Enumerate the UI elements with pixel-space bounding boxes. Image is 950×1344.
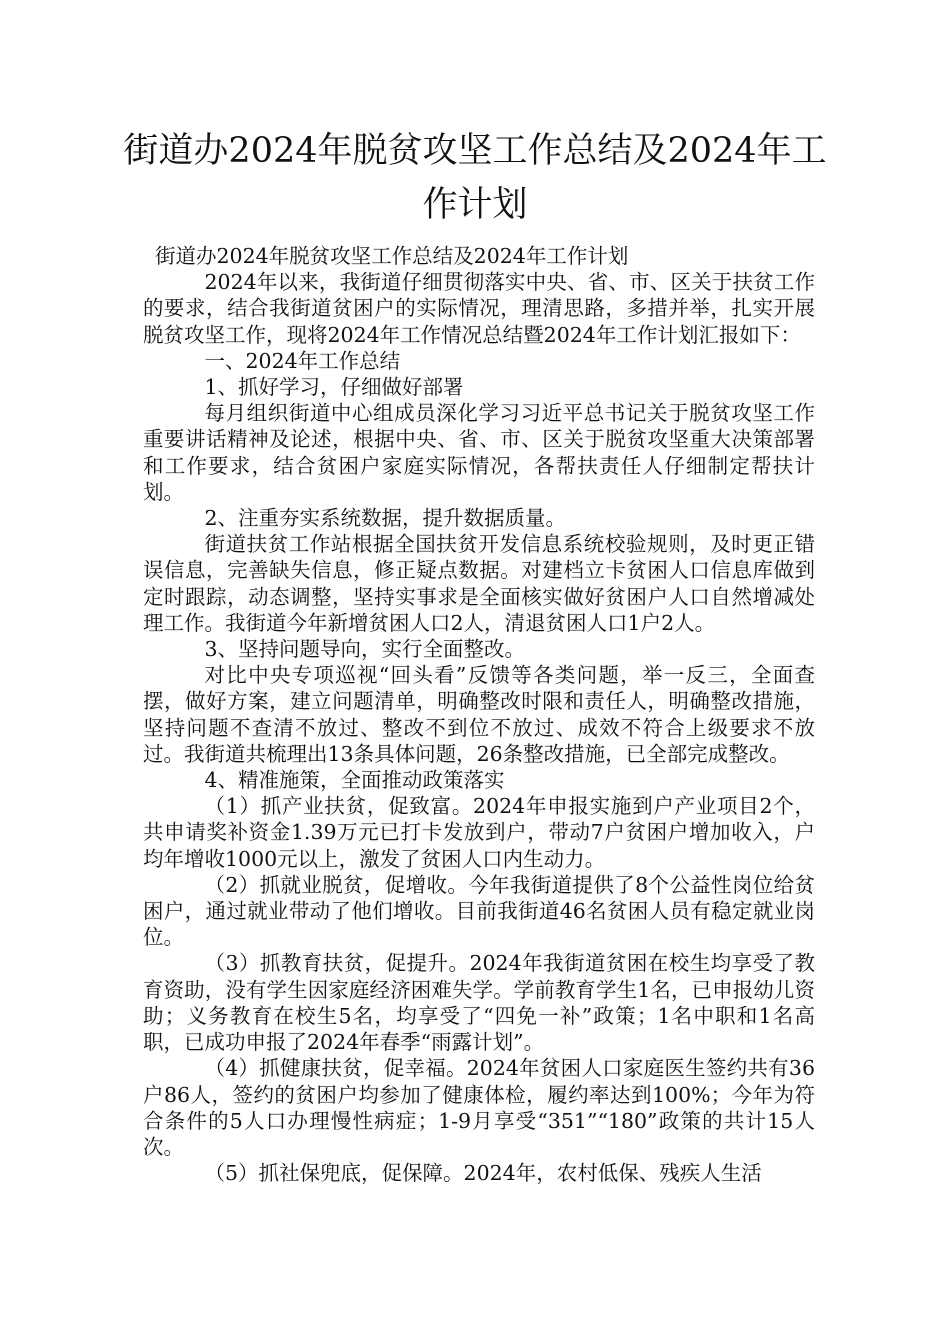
section-heading: 一、2024年工作总结 (204, 348, 401, 373)
sub-item-paragraph: （3）抓教育扶贫，促提升。2024年我街道贫困在校生均享受了教育资助，没有学生因家庭经济困难失学。学前教育学生1名，已申报幼儿资助；义务教育在校生5名，均享受了“四免一补”政策；1名中职和1名高职，已成功申报了2024年春季“雨露计划”。 (143, 951, 815, 1055)
sub-item-paragraph: （1）抓产业扶贫，促致富。2024年申报实施到户产业项目2个，共申请奖补资金1.39万元已打卡发放到户，带动7户贫困户增加收入，户均年增收1000元以上，激发了贫困人口内生动力。 (143, 794, 815, 871)
item-heading: 4、精准施策，全面推动政策落实 (204, 768, 505, 793)
document-subtitle: 街道办2024年脱贫攻坚工作总结及2024年工作计划 (155, 244, 629, 268)
sub-item-paragraph: （5）抓社保兜底，促保障。2024年，农村低保、残疾人生活 (204, 1161, 762, 1186)
sub-item-paragraph: （4）抓健康扶贫，促幸福。2024年贫困人口家庭医生签约共有36户86人，签约的贫困户均参加了健康体检，履约率达到100%；今年为符合条件的5人口办理慢性病症；1-9月享受“351”“180”政策的共计15人次。 (143, 1056, 815, 1159)
item-paragraph: 街道扶贫工作站根据全国扶贫开发信息系统校验规则，及时更正错误信息，完善缺失信息，修正疑点数据。对建档立卡贫困人口信息库做到定时跟踪，动态调整，坚持实事求是全面核实做好贫困户人口自然增减处理工作。我街道今年新增贫困人口2人，清退贫困人口1户2人。 (143, 532, 815, 635)
item-paragraph: 对比中央专项巡视“回头看”反馈等各类问题，举一反三，全面查摆，做好方案，建立问题清单，明确整改时限和责任人，明确整改措施，坚持问题不查清不放过、整改不到位不放过、成效不符合上级要求不放过。我街道共梳理出13条具体问题，26条整改措施，已全部完成整改。 (143, 663, 815, 766)
intro-paragraph: 2024年以来，我街道仔细贯彻落实中央、省、市、区关于扶贫工作的要求，结合我街道贫困户的实际情况，理清思路，多措并举，扎实开展脱贫攻坚工作，现将2024年工作情况总结暨2024年工作计划汇报如下： (143, 270, 815, 347)
document-body (143, 243, 815, 1186)
item-heading: 3、坚持问题导向，实行全面整改。 (204, 637, 526, 662)
item-paragraph: 每月组织街道中心组成员深化学习习近平总书记关于脱贫攻坚工作重要讲话精神及论述，根据中央、省、市、区关于脱贫攻坚重大决策部署和工作要求，结合贫困户家庭实际情况，各帮扶责任人仔细制定帮扶计划。 (143, 401, 815, 504)
sub-item-paragraph: （2）抓就业脱贫，促增收。今年我街道提供了8个公益性岗位给贫困户，通过就业带动了他们增收。目前我街道46名贫困人员有稳定就业岗位。 (143, 872, 815, 950)
document-title: 街道办2024年脱贫攻坚工作总结及2024年工作计划 (123, 131, 827, 225)
item-heading: 2、注重夯实系统数据，提升数据质量。 (204, 506, 567, 531)
item-heading: 1、抓好学习，仔细做好部署 (204, 375, 464, 400)
